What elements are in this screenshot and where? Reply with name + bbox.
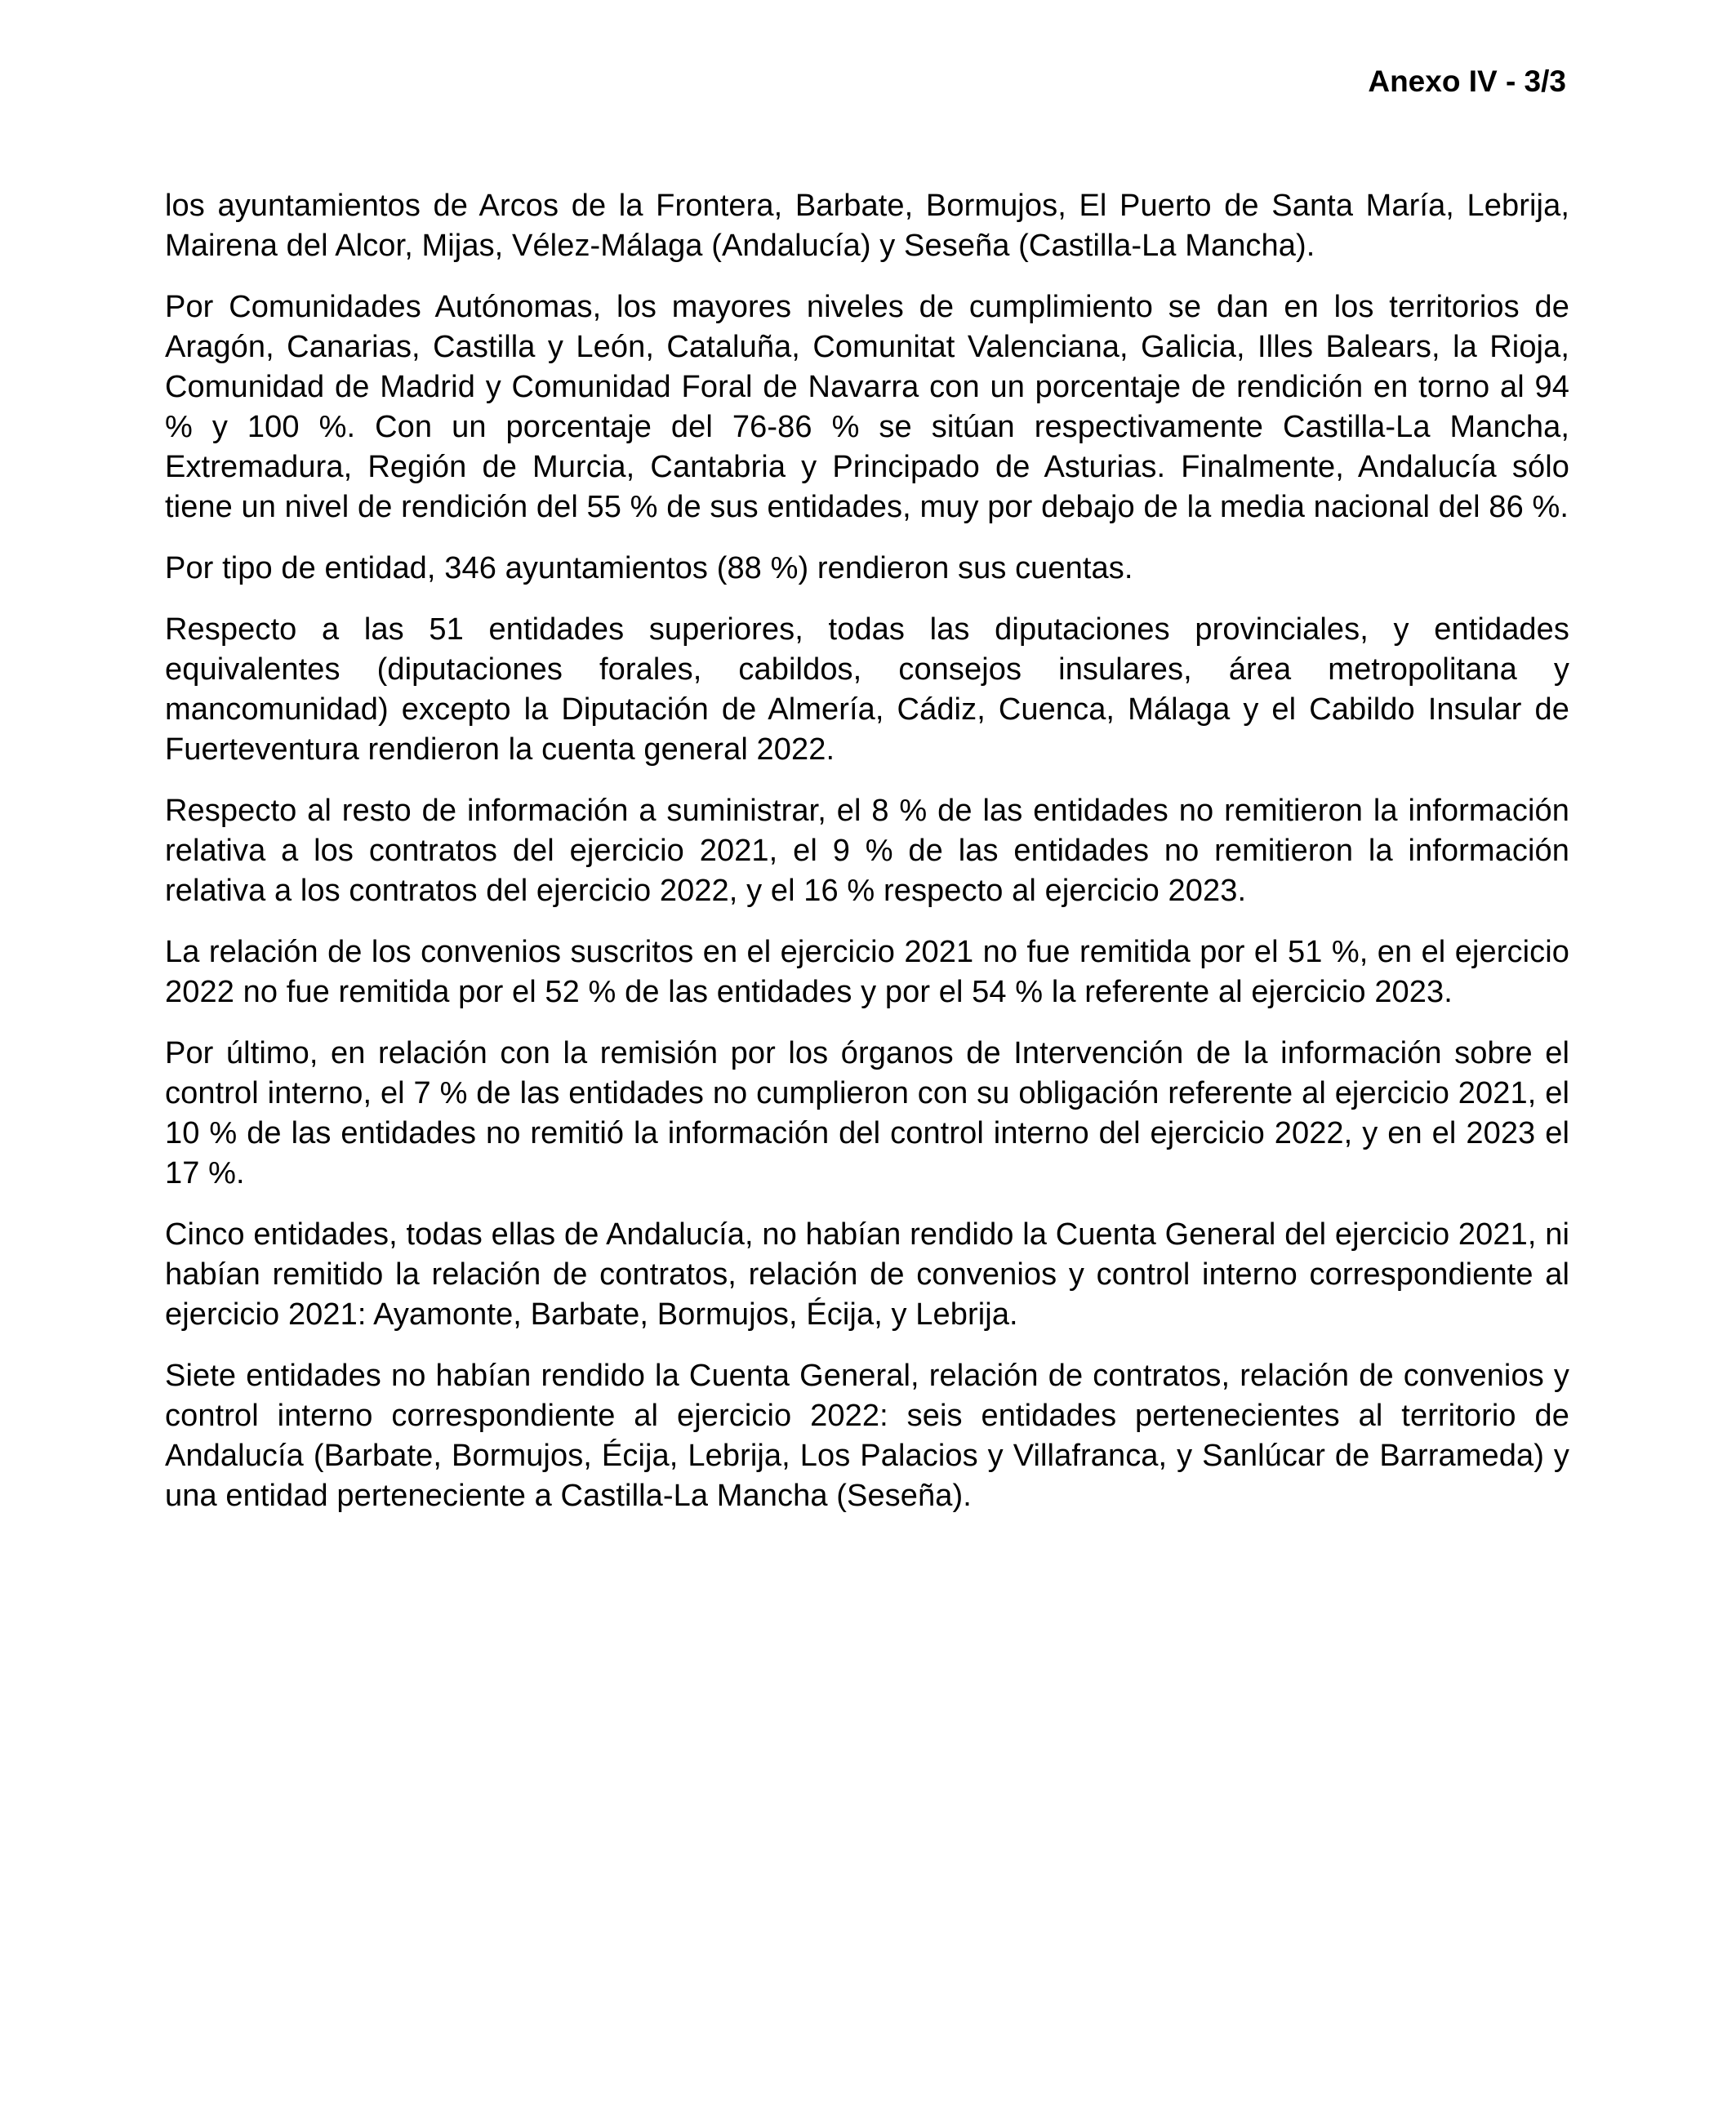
document-body [165,186,1569,1516]
paragraph-comunidades-autonomas: Por Comunidades Autónomas, los mayores niveles de cumplimiento se dan en los territorios de Aragón, Canarias, Castilla y León, Cataluña, Comunitat Valenciana, Galicia, Illes Balears, la Rioja, Comunidad de Madrid y Comunidad Foral de Navarra con un porcentaje de rendición en torno al 94 % y 100 %. Con un porcentaje del 76-86 % se sitúan respectivamente Castilla-La Mancha, Extremadura, Región de Murcia, Cantabria y Principado de Asturias. Finalmente, Andalucía sólo tiene un nivel de rendición del 55 % de sus entidades, muy por debajo de la media nacional del 86 %. [165,290,1569,524]
paragraph-siete-entidades: Siete entidades no habían rendido la Cuenta General, relación de contratos, relación de convenios y control interno correspondiente al ejercicio 2022: seis entidades pertenecientes al territorio de Andalucía (Barbate, Bormujos, Écija, Lebrija, Los Palacios y Villafranca, y Sanlúcar de Barrameda) y una entidad perteneciente a Castilla-La Mancha (Seseña). [165,1359,1569,1513]
paragraph-informacion-contratos: Respecto al resto de información a suministrar, el 8 % de las entidades no remitieron la información relativa a los contratos del ejercicio 2021, el 9 % de las entidades no remitieron la información relativa a los contratos del ejercicio 2022, y el 16 % respecto al ejercicio 2023. [165,794,1569,908]
paragraph-convenios: La relación de los convenios suscritos en el ejercicio 2021 no fue remitida por el 51 %, en el ejercicio 2022 no fue remitida por el 52 % de las entidades y por el 54 % la referente al ejercicio 2023. [165,935,1569,1009]
paragraph-entidades-superiores: Respecto a las 51 entidades superiores, todas las diputaciones provinciales, y entidades equivalentes (diputaciones forales, cabildos, consejos insulares, área metropolitana y mancomunidad) excepto la Diputación de Almería, Cádiz, Cuenca, Málaga y el Cabildo Insular de Fuerteventura rendieron la cuenta general 2022. [165,612,1569,767]
annex-header: Anexo IV - 3/3 [1368,65,1566,98]
paragraph-municipios-list: los ayuntamientos de Arcos de la Frontera, Barbate, Bormujos, El Puerto de Santa María, Lebrija, Mairena del Alcor, Mijas, Vélez-Málaga (Andalucía) y Seseña (Castilla-La Mancha). [165,189,1569,263]
paragraph-control-interno: Por último, en relación con la remisión por los órganos de Intervención de la información sobre el control interno, el 7 % de las entidades no cumplieron con su obligación referente al ejercicio 2021, el 10 % de las entidades no remitió la información del control interno del ejercicio 2022, y en el 2023 el 17 %. [165,1036,1569,1190]
paragraph-tipo-entidad: Por tipo de entidad, 346 ayuntamientos (88 %) rendieron sus cuentas. [165,551,1133,585]
paragraph-cinco-entidades: Cinco entidades, todas ellas de Andalucía, no habían rendido la Cuenta General del ejercicio 2021, ni habían remitido la relación de contratos, relación de convenios y control interno correspondiente al ejercicio 2021: Ayamonte, Barbate, Bormujos, Écija, y Lebrija. [165,1217,1569,1332]
